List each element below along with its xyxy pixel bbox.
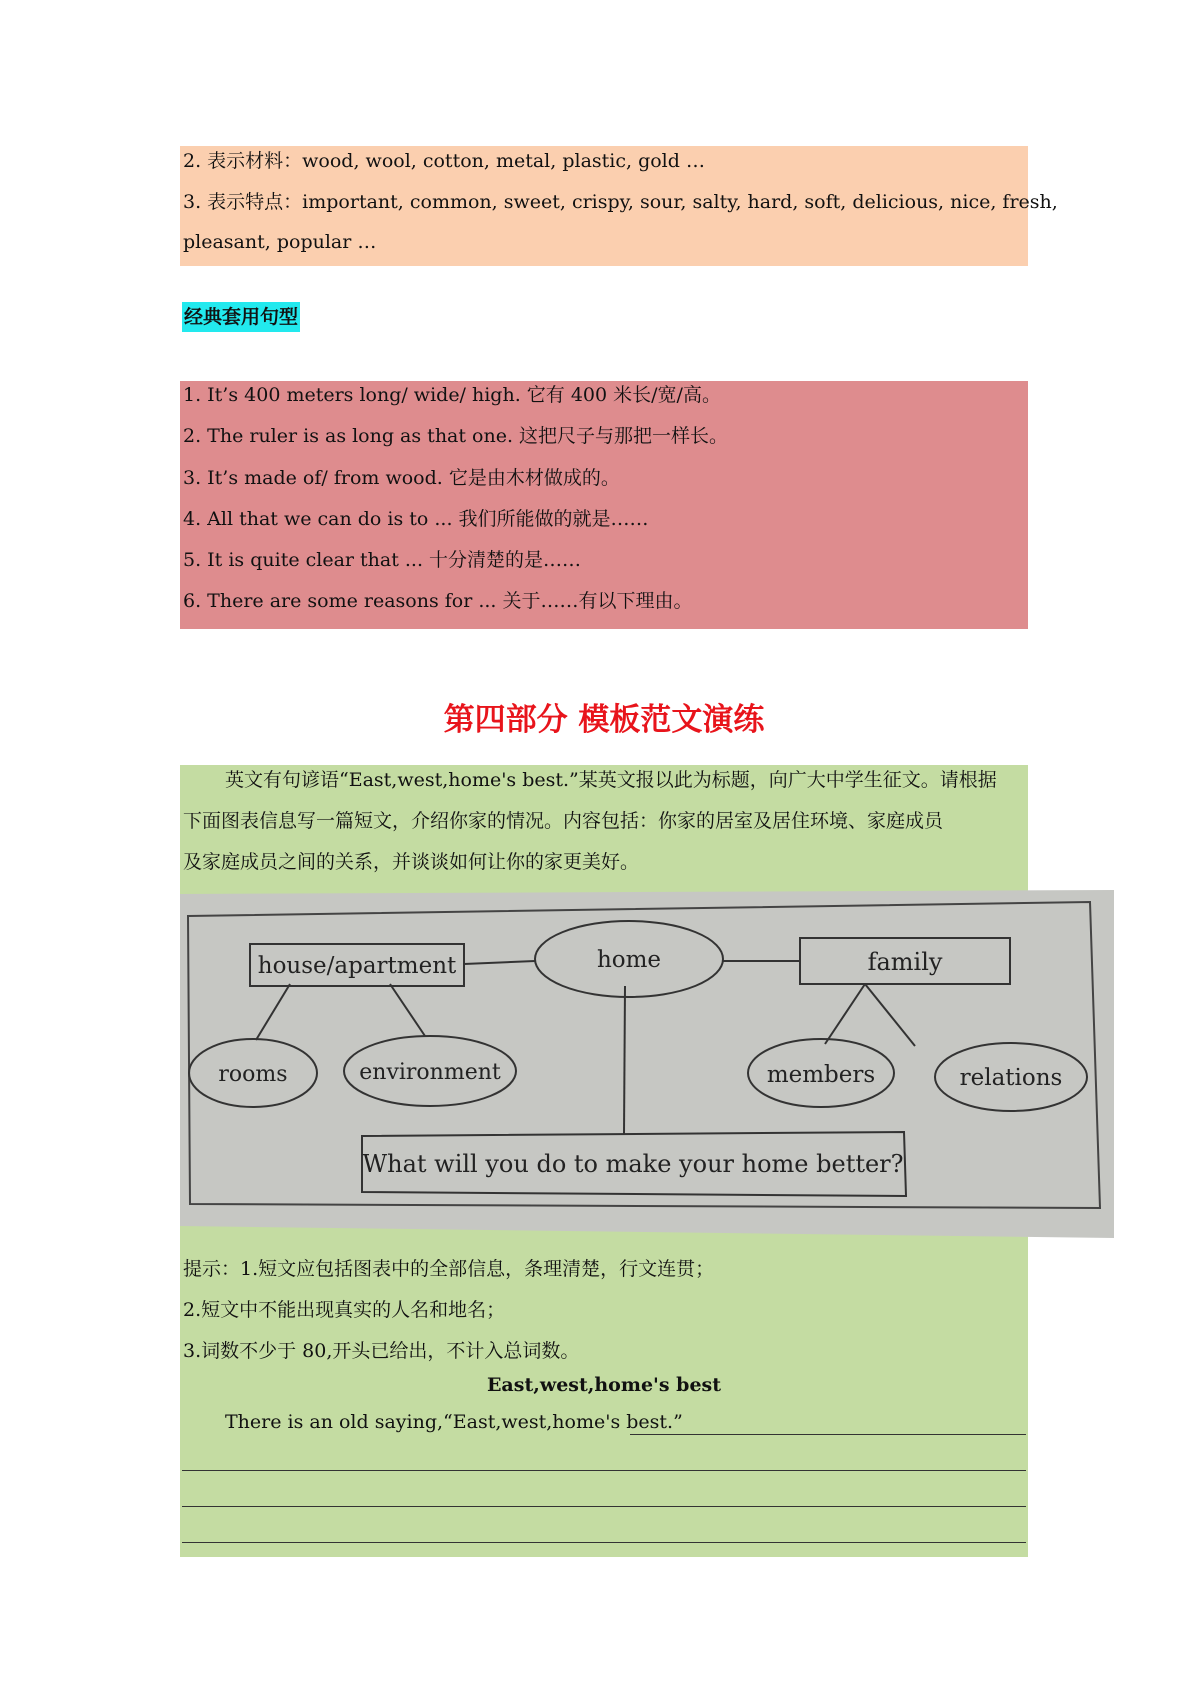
sentence-item: 3. It’s made of/ from wood. 它是由木材做成的。 bbox=[183, 467, 620, 489]
materials-line-3: 3. 表示特点：important, common, sweet, crispy, sour, salty, hard, soft, delicious, nice, fresh, bbox=[183, 191, 1058, 213]
node-members: members bbox=[766, 1062, 876, 1088]
sentence-item: 4. All that we can do is to ... 我们所能做的就是…… bbox=[183, 508, 649, 530]
sentence-item: 1. It’s 400 meters long/ wide/ high. 它有 400 米长/宽/高。 bbox=[183, 384, 721, 406]
answer-line[interactable] bbox=[182, 1470, 1026, 1471]
sentence-item: 6. There are some reasons for ... 关于……有以下理由。 bbox=[183, 590, 693, 612]
node-rooms: rooms bbox=[218, 1062, 288, 1087]
sentence-item: 2. The ruler is as long as that one. 这把尺子与那把一样长。 bbox=[183, 425, 729, 447]
node-home: home bbox=[596, 947, 662, 973]
prompt-line-1: 英文有句谚语“East,west,home's best.”某英文报以此为标题，向广大中学生征文。请根据 bbox=[225, 769, 997, 791]
node-environment: environment bbox=[359, 1060, 501, 1085]
node-family: family bbox=[867, 948, 943, 976]
answer-line[interactable] bbox=[182, 1506, 1026, 1507]
sentence-item: 5. It is quite clear that ... 十分清楚的是…… bbox=[183, 549, 582, 571]
hint-line: 提示：1.短文应包括图表中的全部信息，条理清楚，行文连贯； bbox=[183, 1258, 715, 1280]
hint-line: 3.词数不少于 80,开头已给出，不计入总词数。 bbox=[183, 1340, 580, 1362]
answer-line[interactable] bbox=[630, 1434, 1026, 1435]
prompt-line-3: 及家庭成员之间的关系，并谈谈如何让你的家更美好。 bbox=[183, 851, 640, 873]
sentence-pattern-heading: 经典套用句型 bbox=[182, 302, 300, 332]
node-relations: relations bbox=[959, 1065, 1063, 1091]
essay-opening: There is an old saying,“East,west,home's best.” bbox=[225, 1411, 683, 1433]
node-house: house/apartment bbox=[257, 953, 457, 979]
hint-line: 2.短文中不能出现真实的人名和地名； bbox=[183, 1299, 506, 1321]
materials-line-3-cont: pleasant, popular … bbox=[183, 231, 377, 253]
prompt-line-2: 下面图表信息写一篇短文，介绍你家的情况。内容包括：你家的居室及居住环境、家庭成员 bbox=[183, 810, 944, 832]
materials-line-2: 2. 表示材料：wood, wool, cotton, metal, plastic, gold … bbox=[183, 150, 705, 172]
answer-line[interactable] bbox=[182, 1542, 1026, 1543]
home-mind-map bbox=[180, 886, 1114, 1238]
diagram-background bbox=[180, 890, 1114, 1238]
essay-title: East,west,home's best bbox=[486, 1374, 722, 1396]
node-question: What will you do to make your home better? bbox=[362, 1150, 904, 1178]
section-title: 第四部分 模板范文演练 bbox=[443, 702, 765, 738]
